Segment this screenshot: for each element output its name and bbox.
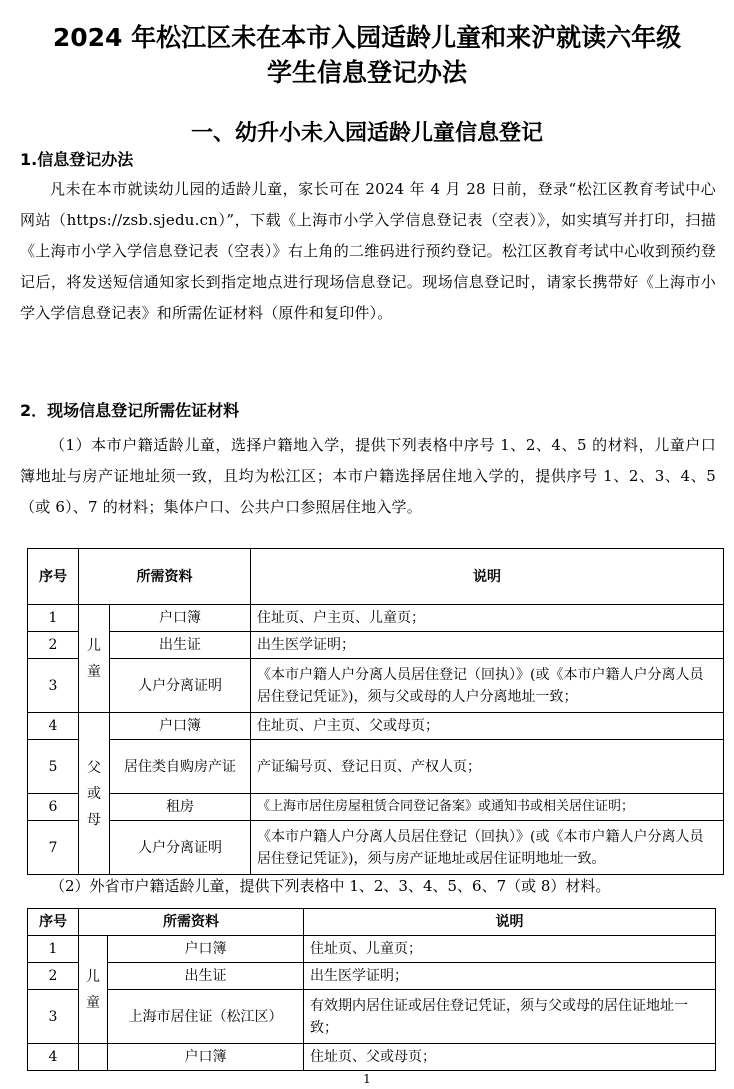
row-desc: 《上海市居住房屋租赁合同登记备案》或通知书或相关居住证明； xyxy=(251,794,724,821)
row-material: 出生证 xyxy=(110,632,251,659)
row-material: 人户分离证明 xyxy=(110,821,251,875)
sub2-paragraph: （1）本市户籍适龄儿童，选择户籍地入学，提供下列表格中序号 1、2、4、5 的材料，儿童户口簿地址与房产证地址须一致，且均为松江区；本市户籍选择居住地入学的，提供序号 1、2、3、4、5（或 6）、7 的材料；集体户口、公共户口参照居住地入学。 xyxy=(20,436,716,516)
table-row xyxy=(28,936,716,963)
row-material: 出生证 xyxy=(108,963,304,990)
row-material: 上海市居住证（松江区） xyxy=(108,990,304,1044)
table-row xyxy=(28,659,724,713)
group-label-parent: 父或母 xyxy=(79,713,110,875)
page-number: 1 xyxy=(363,1072,371,1086)
row-material: 人户分离证明 xyxy=(110,659,251,713)
row-num: 4 xyxy=(28,1044,79,1071)
table1-header-material: 所需资料 xyxy=(79,549,251,605)
row-num: 1 xyxy=(28,605,79,632)
sub2-paragraph2: （2）外省市户籍适龄儿童，提供下列表格中 1、2、3、4、5、6、7（或 8）材料。 xyxy=(50,877,611,895)
row-desc: 出生医学证明； xyxy=(304,963,716,990)
row-num: 2 xyxy=(28,963,79,990)
row-material: 租房 xyxy=(110,794,251,821)
table2-header-num: 序号 xyxy=(28,909,79,936)
row-num: 3 xyxy=(28,659,79,713)
row-desc: 住址页、儿童页； xyxy=(304,936,716,963)
row-desc: 《本市户籍人户分离人员居住登记（回执）》(或《本市户籍人户分离人员居住登记凭证》)，须与父或母的人户分离地址一致； xyxy=(251,659,724,713)
table1-header-num: 序号 xyxy=(28,549,79,605)
row-num: 4 xyxy=(28,713,79,740)
materials-table-nonlocal xyxy=(27,908,716,1071)
table-row xyxy=(28,605,724,632)
row-desc: 产证编号页、登记日页、产权人页； xyxy=(251,740,724,794)
row-num: 3 xyxy=(28,990,79,1044)
table2-header-material: 所需资料 xyxy=(79,909,304,936)
row-num: 7 xyxy=(28,821,79,875)
sub2-heading: 2．现场信息登记所需佐证材料 xyxy=(20,401,240,420)
row-material: 户口簿 xyxy=(110,605,251,632)
sub1-heading: 1.信息登记办法 xyxy=(20,150,134,169)
row-desc: 住址页、父或母页； xyxy=(304,1044,716,1071)
table2-header-desc: 说明 xyxy=(304,909,716,936)
row-num: 2 xyxy=(28,632,79,659)
row-desc: 住址页、户主页、儿童页； xyxy=(251,605,724,632)
row-material: 居住类自购房产证 xyxy=(110,740,251,794)
section1-heading: 一、幼升小未入园适龄儿童信息登记 xyxy=(190,121,543,146)
sub1-paragraph: 凡未在本市就读幼儿园的适龄儿童，家长可在 2024 年 4 月 28 日前，登录“松江区教育考试中心网站（https://zsb.sjedu.cn）”，下载《上海市小学入学信息登记表（空表）》，如实填写并打印，扫描《上海市小学入学信息登记表（空表）》右上角的二维码进行预约登记。松江区教育考试中心收到预约登记后，将发送短信通知家长到指定地点进行现场信息登记。现场信息登记时，请家长携带好《上海市小学入学信息登记表》和所需佐证材料（原件和复印件）。 xyxy=(20,180,716,322)
row-material: 户口簿 xyxy=(108,936,304,963)
table-row xyxy=(28,794,724,821)
row-num: 1 xyxy=(28,936,79,963)
row-desc: 有效期内居住证或居住登记凭证，须与父或母的居住证地址一致； xyxy=(304,990,716,1044)
row-desc: 住址页、户主页、父或母页； xyxy=(251,713,724,740)
group-label-child: 儿童 xyxy=(79,936,108,1044)
row-material: 户口簿 xyxy=(110,713,251,740)
document-title-line2: 学生信息登记办法 xyxy=(266,58,467,87)
table-row xyxy=(28,990,716,1044)
row-num: 5 xyxy=(28,740,79,794)
row-num: 6 xyxy=(28,794,79,821)
row-desc: 出生医学证明； xyxy=(251,632,724,659)
table-row xyxy=(28,632,724,659)
table-row xyxy=(28,1044,716,1071)
table-row xyxy=(28,821,724,875)
row-desc: 《本市户籍人户分离人员居住登记（回执）》(或《本市户籍人户分离人员居住登记凭证》)，须与房产证地址或居住证明地址一致。 xyxy=(251,821,724,875)
table1-header-desc: 说明 xyxy=(251,549,724,605)
row-material: 户口簿 xyxy=(108,1044,304,1071)
table-row xyxy=(28,963,716,990)
table-row xyxy=(28,713,724,740)
table-row xyxy=(28,740,724,794)
group-label-empty xyxy=(79,1044,108,1071)
group-label-child: 儿童 xyxy=(79,605,110,713)
materials-table-local xyxy=(27,548,724,875)
document-title-line1: 2024 年松江区未在本市入园适龄儿童和来沪就读六年级 xyxy=(52,23,682,52)
